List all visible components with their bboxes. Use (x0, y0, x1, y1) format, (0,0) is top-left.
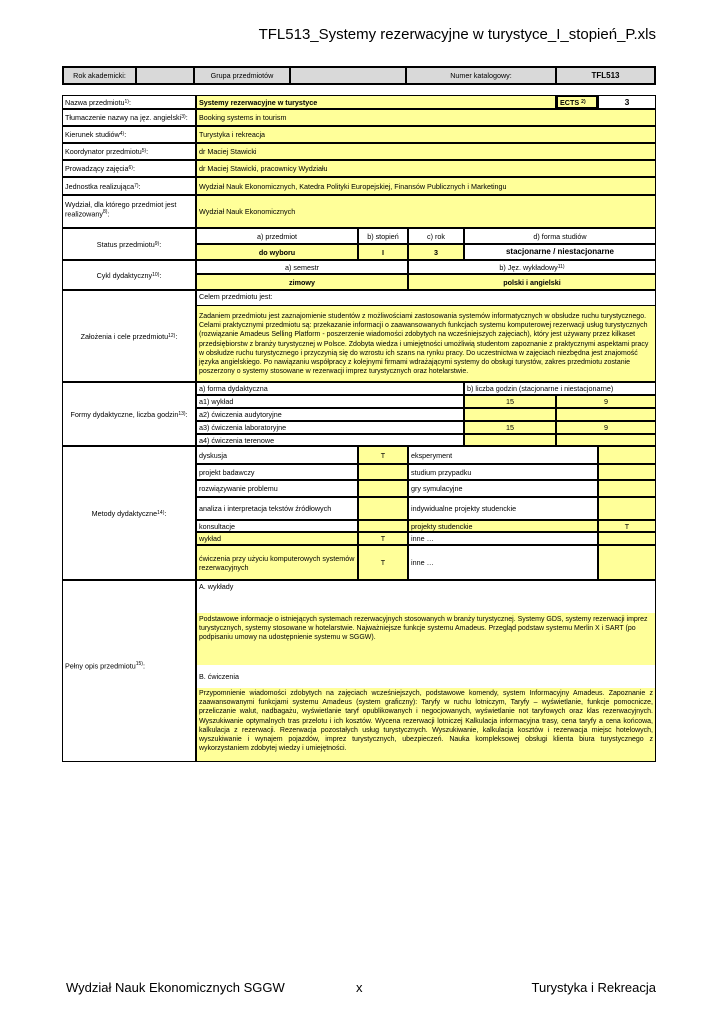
field-value: Turystyka i rekreacja (196, 126, 656, 143)
forms-label-cell: Formy dydaktyczne, liczba godzin 13) : (62, 382, 196, 446)
form-row-niestac: 9 (556, 395, 656, 408)
translation-label: Tłumaczenie nazwy na jęz. angielski (65, 113, 182, 122)
ects-label: ECTS (560, 97, 580, 107)
footer-left: Wydział Nauk Ekonomicznych SGGW (66, 980, 285, 995)
forms-label: Formy dydaktyczne, liczba godzin (70, 409, 179, 419)
forms-b-label: b) liczba godzin (stacjonarne i niestacjonarne) (464, 382, 656, 395)
method-right-mark (598, 446, 656, 464)
methods-label-cell: Metody dydaktyczne 14) : (62, 446, 196, 580)
forms-sup: 13) (178, 410, 186, 417)
ects-sup: 2) (581, 98, 586, 105)
field-label: Kierunek studiów (65, 130, 120, 139)
goals-intro: Celem przedmiotu jest: (197, 291, 655, 306)
status-b-label: b) stopień (358, 228, 408, 244)
status-d-value: stacjonarne / niestacjonarne (464, 244, 656, 260)
method-right: projekty studenckie (408, 520, 598, 532)
method-left: analiza i interpretacja tekstów źródłowych (196, 497, 358, 520)
field-label-cell: Kierunek studiów 4) : (62, 126, 196, 143)
footer-right: Turystyka i Rekreacja (531, 980, 656, 995)
form-row-stac (464, 434, 556, 446)
form-row-niestac (556, 408, 656, 421)
exercises-text: Przypomnienie wiadomości zdobytych na zajęciach wcześniejszych, podstawowe komendy, system Informacyjny Amadeus. Zapoznanie z zaawansowanymi funkcjami systemu Amadeus (system graficzny): Taryfy w ruchu lotniczym, Taryfy – wyświetlanie, funkcje pomocnicze, przeliczanie walut, nadbagażu, wyświetlanie taryf opublikowanych i negocjowanych, wyświetlanie not taryfowych oraz klas rezerwacyjnych. Wyszukiwanie optymalnych tras przelotu i ich kosztów. Wycena rezerwacji lotniczej Kalkulacja informacyjna trasy, cena taryfy a cena końcowa, kalkulacja z rezerwacji. Rezerwacja pozostałych usług turystycznych. Wyszukiwanie, kalkulacja kosztów i rezerwacja miejsc hotelowych, wyszukiwanie i wynajem pojazdów, imprez turystycznych, ubezpieczeń. Nauka kompleksowej obsługi klienta biura turystycznego z wykorzystaniem zdobytej wiedzy i umiejętności. (197, 688, 655, 762)
form-row-name: a4) ćwiczenia terenowe (196, 434, 464, 446)
cycle-b-sup: 11) (557, 263, 565, 270)
method-right: gry symulacyjne (408, 480, 598, 497)
group-label-cell (194, 66, 290, 85)
form-row-name: a3) ćwiczenia laboratoryjne (196, 421, 464, 434)
method-right: eksperyment (408, 446, 598, 464)
faculty-label: Wydział, dla którego przedmiot jest realizowany (65, 200, 177, 219)
cycle-b-label: b) Jęz. wykładowy (499, 262, 558, 272)
method-left-mark (358, 520, 408, 532)
footer-center: x (356, 980, 363, 995)
status-a-value: do wyboru (196, 244, 358, 260)
goals-sup: 12) (168, 332, 176, 339)
method-left-mark: T (358, 545, 408, 580)
status-label: Status przedmiotu (96, 239, 155, 249)
method-right: indywidualne projekty studenckie (408, 497, 598, 520)
teachers-label: Prowadzący zajęcia (65, 164, 129, 173)
academic-year-label-cell (62, 66, 136, 85)
method-right-mark (598, 480, 656, 497)
description-content (196, 580, 656, 762)
form-row-stac: 15 (464, 395, 556, 408)
method-right-mark (598, 464, 656, 480)
method-left: konsultacje (196, 520, 358, 532)
method-right-mark (598, 532, 656, 545)
cycle-label-cell: Cykl dydaktyczny 10) : (62, 260, 196, 290)
cycle-sup: 10) (152, 271, 160, 278)
coordinator-value: dr Maciej Stawicki (196, 143, 656, 160)
method-left-mark (358, 464, 408, 480)
method-left-mark (358, 480, 408, 497)
academic-year-value (136, 66, 194, 85)
goals-label-cell: Założenia i cele przedmiotu 12) : (62, 290, 196, 382)
form-row-niestac (556, 434, 656, 446)
unit-value: Wydział Nauk Ekonomicznych, Katedra Polityki Europejskiej, Finansów Publicznych i Marketingu (196, 177, 656, 195)
goals-content (196, 290, 656, 382)
form-row-name: a1) wykład (196, 395, 464, 408)
coordinator-label: Koordynator przedmiotu (65, 147, 142, 156)
method-left: dyskusja (196, 446, 358, 464)
coordinator-label-cell: Koordynator przedmiotu 5) : (62, 143, 196, 160)
translation-sup: 3) (181, 114, 186, 121)
faculty-sup: 8) (102, 209, 108, 215)
forms-a-label: a) forma dydaktyczna (196, 382, 464, 395)
field-sup: 4) (119, 131, 125, 138)
form-row-stac: 15 (464, 421, 556, 434)
teachers-label-cell: Prowadzący zajęcia 6) : (62, 160, 196, 177)
name-label: Nazwa przedmiotu (65, 97, 125, 107)
method-left-mark (358, 497, 408, 520)
coordinator-sup: 5) (141, 148, 147, 155)
goals-label: Założenia i cele przedmiotu (80, 331, 169, 341)
course-name: Systemy rezerwacyjne w turystyce (196, 95, 556, 109)
translation-value: Booking systems in tourism (196, 109, 656, 126)
methods-label: Metody dydaktyczne (91, 508, 158, 518)
method-right-mark: T (598, 520, 656, 532)
method-right-mark (598, 545, 656, 580)
method-left-mark: T (358, 446, 408, 464)
form-row-niestac: 9 (556, 421, 656, 434)
group-value (290, 66, 406, 85)
teachers-value: dr Maciej Stawicki, pracownicy Wydziału (196, 160, 656, 177)
status-c-label: c) rok (408, 228, 464, 244)
form-row-name: a2) ćwiczenia audytoryjne (196, 408, 464, 421)
catalog-value: TFL513 (591, 70, 620, 80)
method-right: inne … (408, 532, 598, 545)
group-label: Grupa przedmiotów (210, 71, 274, 80)
lectures-text: Podstawowe informacje o istniejących systemach rezerwacyjnych stosowanych w branży turystycznej. Systemy GDS, systemy rezerwacji imprez turystycznych, systemy stosowane w hotelarstwie. Najważniejsze funkcje systemu Amadeus. Przegląd podstaw systemu Merlin X i SART (po podpisaniu umowy na udostępnienie systemu w SGGW). (197, 613, 655, 665)
name-label-cell: Nazwa przedmiotu 1) : (62, 95, 196, 109)
ects-value: 3 (598, 95, 656, 109)
catalog-label: Numer katalogowy: (450, 71, 512, 80)
method-right: studium przypadku (408, 464, 598, 480)
catalog-value-cell (556, 66, 656, 85)
method-left: wykład (196, 532, 358, 545)
status-c-value: 3 (408, 244, 464, 260)
unit-sup: 7) (134, 182, 139, 189)
lectures-heading: A. wykłady (199, 582, 234, 591)
catalog-label-cell (406, 66, 556, 85)
cycle-a-label: a) semestr (196, 260, 408, 274)
unit-label-cell: Jednostka realizująca 7) : (62, 177, 196, 195)
teachers-sup: 6) (128, 165, 133, 172)
description-label-cell: Pełny opis przedmiotu$^{15)}$: (62, 580, 196, 762)
form-row-stac (464, 408, 556, 421)
goals-text: Zadaniem przedmiotu jest zaznajomienie studentów z możliwościami zastosowania systemów informatycznych w obsłudze ruchu turystycznego. Celami praktycznymi przedmiotu są: przekazanie informacji o zaawansowanych funkcjach systemu komputerowej rezerwacji usług turystycznych (rozwiązanie Amadeus Selling Platform - poszerzenie wiadomości zdobytych na wcześniejszych zajęciach), który jest używany przez kilkaset przedsiębiorstw z branży turystycznej w Polsce. Zdobyta wiedza i umiejętności umożliwią studentom zapoznanie z praktycznymi aspektami pracy w obsłudze ruchu turystycznego i przyczynią się do wzrostu ich szans na rynku pracy. Do uczestnictwa w zajęciach niezbędna jest znajomość języka angielskiego. Po nawiązaniu współpracy z kolejnymi firmami wdrażającymi systemy do obsługi turystów, zakres przedmiotu zostanie poszerzony o systemy stosowane w rezerwacji imprez turystycznych oraz hotelarstwie. (197, 306, 655, 382)
description-label: Pełny opis przedmiotu (65, 661, 136, 671)
method-right-mark (598, 497, 656, 520)
document-title: TFL513_Systemy rezerwacyjne w turystyce_I_stopień_P.xls (258, 26, 656, 43)
academic-year-label: Rok akademicki: (73, 71, 126, 80)
method-left: ćwiczenia przy użyciu komputerowych systemów rezerwacyjnych (196, 545, 358, 580)
status-label-cell: Status przedmiotu 9) : (62, 228, 196, 260)
status-sup: 9) (154, 240, 160, 247)
status-a-label: a) przedmiot (196, 228, 358, 244)
methods-sup: 14) (157, 509, 165, 516)
faculty-label-cell: Wydział, dla którego przedmiot jest realizowany$^{8)}$: (62, 195, 196, 228)
cycle-a-value: zimowy (196, 274, 408, 290)
method-right: inne … (408, 545, 598, 580)
description-sup: 15) (135, 661, 143, 667)
exercises-heading: B. ćwiczenia (199, 672, 239, 681)
unit-label: Jednostka realizująca (65, 181, 135, 191)
faculty-value: Wydział Nauk Ekonomicznych (196, 195, 656, 228)
cycle-b-value: polski i angielski (408, 274, 656, 290)
method-left: projekt badawczy (196, 464, 358, 480)
cycle-label: Cykl dydaktyczny (96, 270, 153, 280)
cycle-b-label-cell (408, 260, 656, 274)
method-left: rozwiązywanie problemu (196, 480, 358, 497)
ects-label-cell (556, 95, 598, 109)
status-d-label: d) forma studiów (464, 228, 656, 244)
method-left-mark: T (358, 532, 408, 545)
translation-label-cell: Tłumaczenie nazwy na jęz. angielski 3) : (62, 109, 196, 126)
name-sup: 1) (124, 98, 129, 105)
status-b-value: I (358, 244, 408, 260)
